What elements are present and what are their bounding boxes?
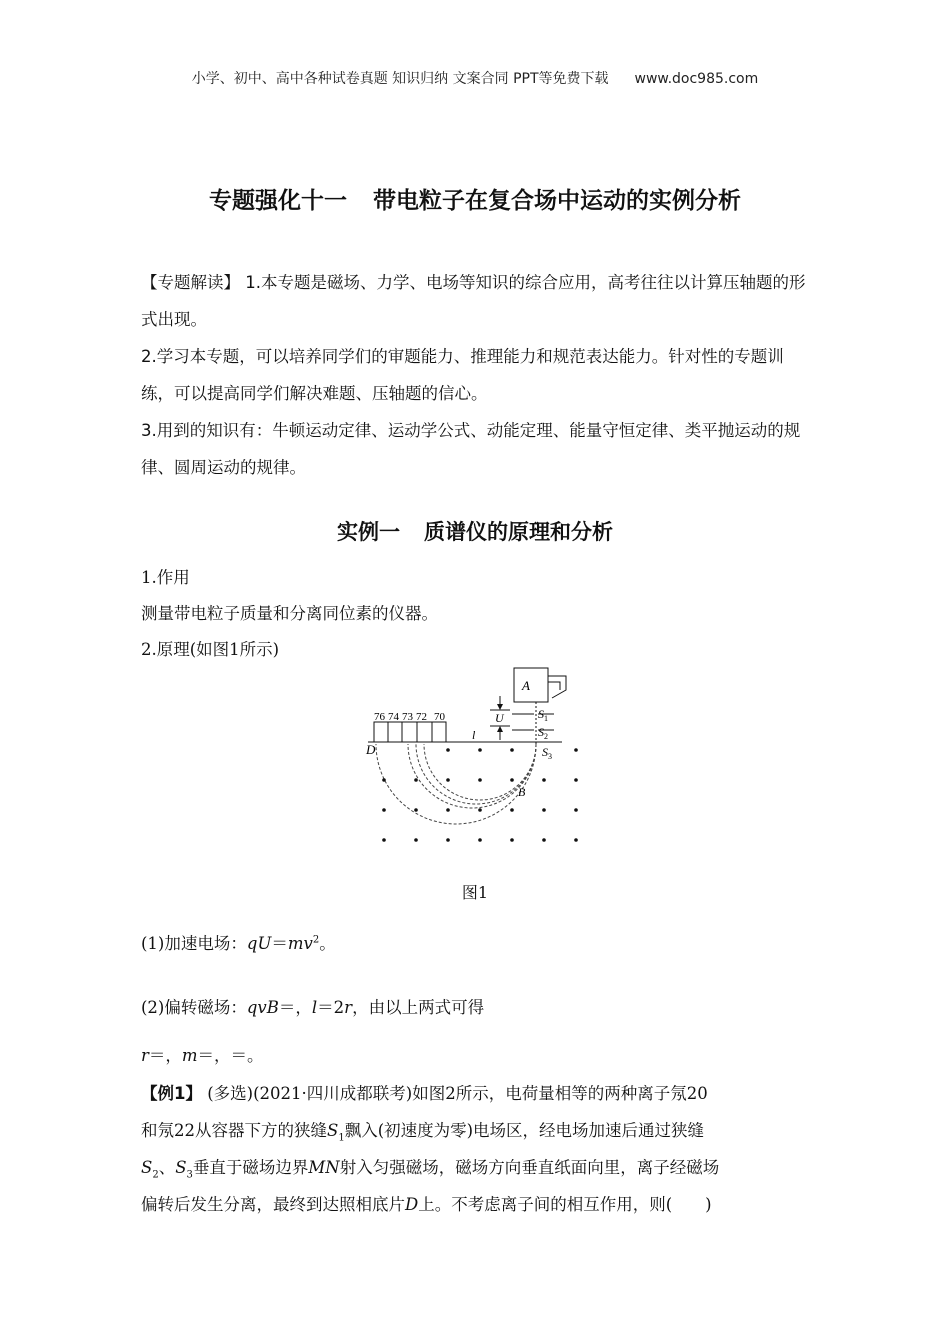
example-line-4: 偏转后发生分离，最终到达照相底片D上。不考虑离子间的相互作用，则( ) xyxy=(141,1195,712,1214)
heading-function: 1.作用 xyxy=(141,568,190,587)
label-B: B xyxy=(518,785,526,799)
section-title xyxy=(0,516,950,546)
example-line-2: 和氖22从容器下方的狭缝$S_1$飘入(初速度为零)电场区，经电场加速后通过狭缝 xyxy=(141,1121,705,1144)
scale-73: 73 xyxy=(402,711,413,723)
trajectory-outer xyxy=(376,744,536,824)
u-arrowhead-bottom xyxy=(497,726,503,732)
header-url[interactable]: www.doc985.com xyxy=(634,71,759,87)
scale-72: 72 xyxy=(416,711,427,723)
example-line-1: 【例1】 (多选)(2021·四川成都联考)如图2所示，电荷量相等的两种离子氖20 xyxy=(141,1084,708,1103)
title-part2: 带电粒子在复合场中运动的实例分析 xyxy=(373,188,741,214)
function-text: 测量带电粒子质量和分离同位素的仪器。 xyxy=(141,604,438,623)
label-A: A xyxy=(522,678,530,693)
header-text: 小学、初中、高中各种试卷真题 知识归纳 文案合同 PPT等免费下载 xyxy=(191,71,609,87)
mass-spectrometer-diagram xyxy=(362,664,592,858)
scale-76: 76 xyxy=(374,711,385,723)
page-header xyxy=(0,68,950,88)
magnetic-field-dots xyxy=(382,748,578,842)
label-l: l xyxy=(472,728,476,742)
section-part1: 实例一 xyxy=(337,520,400,544)
label-S1: $S_1$ xyxy=(538,707,548,723)
example-tag: 【例1】 xyxy=(141,1084,202,1103)
figure-caption: 图1 xyxy=(461,883,489,902)
film-plate xyxy=(374,722,446,742)
page-title xyxy=(0,182,950,215)
example-line-3: $S_2$、$S_3$垂直于磁场边界MN射入匀强磁场，磁场方向垂直纸面向里，离子经磁场 xyxy=(141,1158,720,1181)
formula-acceleration: (1)加速电场：$qU=mv^2$。 xyxy=(141,934,336,953)
section-part2: 质谱仪的原理和分析 xyxy=(424,520,613,544)
inlet-pipe xyxy=(548,676,566,698)
intro-paragraph-3: 3.用到的知识有：牛顿运动定律、运动学公式、动能定理、能量守恒定律、类平抛运动的规律、圆周运动的规律。 xyxy=(141,421,801,477)
u-arrowhead-top xyxy=(497,704,503,710)
intro-paragraph-2: 2.学习本专题，可以培养同学们的审题能力、推理能力和规范表达能力。针对性的专题训练，可以提高同学们解决难题、压轴题的信心。 xyxy=(141,347,784,403)
heading-principle: 2.原理(如图1所示) xyxy=(141,640,280,659)
intro-p1: 1.本专题是磁场、力学、电场等知识的综合应用，高考往往以计算压轴题的形式出现。 xyxy=(141,273,806,329)
intro-paragraph-1 xyxy=(141,264,813,338)
formula-deflection: (2)偏转磁场：qvB＝，l＝2r，由以上两式可得 xyxy=(141,998,485,1017)
label-S3: $S_3$ xyxy=(542,745,552,761)
formula-result: r＝，m＝，＝。 xyxy=(141,1046,264,1065)
scale-74: 74 xyxy=(388,711,399,723)
label-S2: $S_2$ xyxy=(538,725,548,741)
scale-70: 70 xyxy=(434,711,445,723)
figure-svg xyxy=(362,664,592,854)
intro-tag: 【专题解读】 xyxy=(141,273,240,292)
label-D: D xyxy=(366,742,376,757)
title-part1: 专题强化十一 xyxy=(209,188,347,214)
trajectory-middle xyxy=(408,744,536,808)
container-box xyxy=(514,668,548,702)
inlet-pipe-inner xyxy=(548,682,560,690)
label-U: U xyxy=(495,711,504,725)
